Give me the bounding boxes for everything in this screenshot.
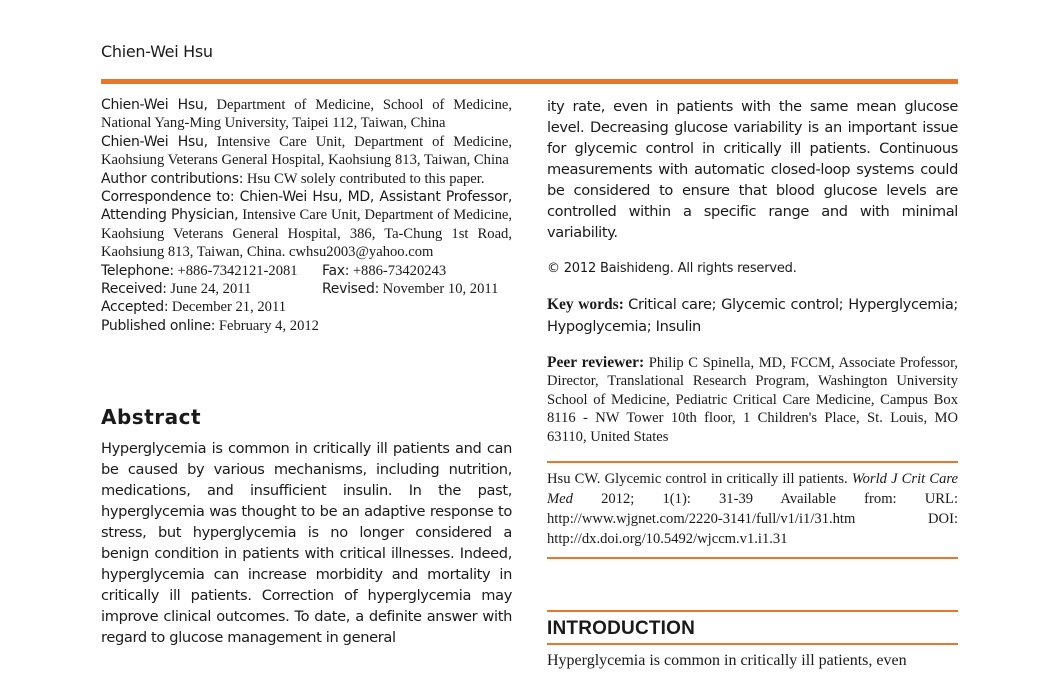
correspondence-text: Intensive Care Unit, Department of Medicine, Kaohsiung Veterans General Hospital, 386, Ta-Chung 1st Road, Kaohsiung 813, Taiwan, China. cwhsu2003@yahoo.com	[101, 207, 513, 261]
introduction-title: INTRODUCTION	[547, 618, 696, 640]
published-row	[101, 317, 512, 335]
affiliation-2	[101, 133, 512, 170]
author-contributions	[101, 170, 512, 188]
peer-reviewer-text: Philip C Spinella, MD, FCCM, Associate Professor, Director, Translational Research Program, Washington University School of Medicine, Pediatric Critical Care Medicine, Campus Box 8116 - NW Tower 10th floor, 1 Children's Place, St. Louis, MO 63110, United States	[547, 355, 958, 445]
accepted-date: December 21, 2011	[171, 299, 287, 316]
published-label: Published online:	[101, 317, 216, 334]
revised-label: Revised:	[322, 281, 379, 298]
telephone-label: Telephone:	[101, 262, 174, 279]
affiliation-2-text: Intensive Care Unit, Department of Medicine, Kaohsiung Veterans General Hospital, Kaohsiung 813, Taiwan, China	[101, 133, 512, 169]
correspondence-label: Correspondence to: Chien-Wei Hsu, MD, Assistant Professor, Attending Physician,	[101, 189, 512, 224]
author-contributions-text: Hsu CW solely contributed to this paper.	[246, 170, 485, 187]
abstract-text-right: ity rate, even in patients with the same mean glucose level. Decreasing glucose variability is an important issue for glycemic control in critically ill patients. Continuous measurements with automatic closed-loop systems could be considered to ensure that blood glucose levels are controlled within a specific range and with minimal variability.	[547, 98, 958, 241]
citation-journal: World J Crit Care Med	[547, 471, 958, 508]
keywords-text: Critical care; Glycemic control; Hyperglycemia; Hypoglycemia; Insulin	[547, 296, 958, 335]
peer-reviewer	[547, 354, 958, 446]
introduction-bottom-rule	[547, 643, 958, 645]
abstract-title: Abstract	[101, 405, 202, 430]
fax-value: +886-73420243	[352, 262, 447, 279]
fax-label: Fax:	[322, 262, 350, 279]
affiliation-1	[101, 96, 512, 133]
correspondence	[101, 188, 512, 262]
left-column	[101, 96, 512, 648]
revised-date: November 10, 2011	[382, 281, 499, 298]
received-date: June 24, 2011	[170, 281, 252, 298]
affiliation-1-text: Department of Medicine, School of Medicine, National Yang-Ming University, Taipei 112, Taiwan, China	[101, 97, 513, 132]
introduction-top-rule	[547, 610, 958, 612]
keywords	[547, 294, 958, 338]
keywords-label: Key words:	[547, 296, 624, 313]
right-column	[547, 96, 958, 671]
abstract-text-left: Hyperglycemia is common in critically ill patients and can be caused by various mechanisms, including nutrition, medications, and insufficient insulin. In the past, hyperglycemia was thought to be an adaptive response to stress, but hyperglycemia is no longer considered a benign condition in patients with critical illnesses. Indeed, hyperglycemia can increase morbidity and mortality in critically ill patients. Correction of hyperglycemia may improve clinical outcomes. To date, a definite answer with regard to glucose management in general	[101, 440, 512, 647]
citation-prefix: Hsu CW. Glycemic control in critically ill patients.	[547, 471, 848, 488]
author-contributions-label: Author contributions:	[101, 170, 244, 187]
affiliation-2-name: Chien-Wei Hsu,	[101, 133, 208, 150]
contact-row	[101, 262, 512, 280]
introduction-text: Hyperglycemia is common in critically ill patients, even	[547, 652, 907, 670]
citation-suffix: 2012; 1(1): 31-39 Available from: URL: http://www.wjgnet.com/2220-3141/full/v1/i1/31.htm DOI: http://dx.doi.org/10.5492/wjccm.v1.i1.31	[547, 491, 958, 548]
accepted-label: Accepted:	[101, 299, 169, 316]
article-info	[101, 96, 512, 335]
received-label: Received:	[101, 281, 167, 298]
running-head: Chien-Wei Hsu	[101, 42, 213, 61]
published-date: February 4, 2012	[218, 317, 319, 334]
accepted-row	[101, 298, 512, 316]
received-revised-row	[101, 280, 512, 298]
peer-reviewer-label: Peer reviewer:	[547, 354, 645, 371]
copyright: © 2012 Baishideng. All rights reserved.	[547, 261, 797, 276]
affiliation-1-name: Chien-Wei Hsu,	[101, 97, 208, 113]
top-rule	[101, 79, 958, 84]
telephone-value: +886-7342121-2081	[177, 262, 298, 279]
citation-box	[547, 461, 958, 559]
